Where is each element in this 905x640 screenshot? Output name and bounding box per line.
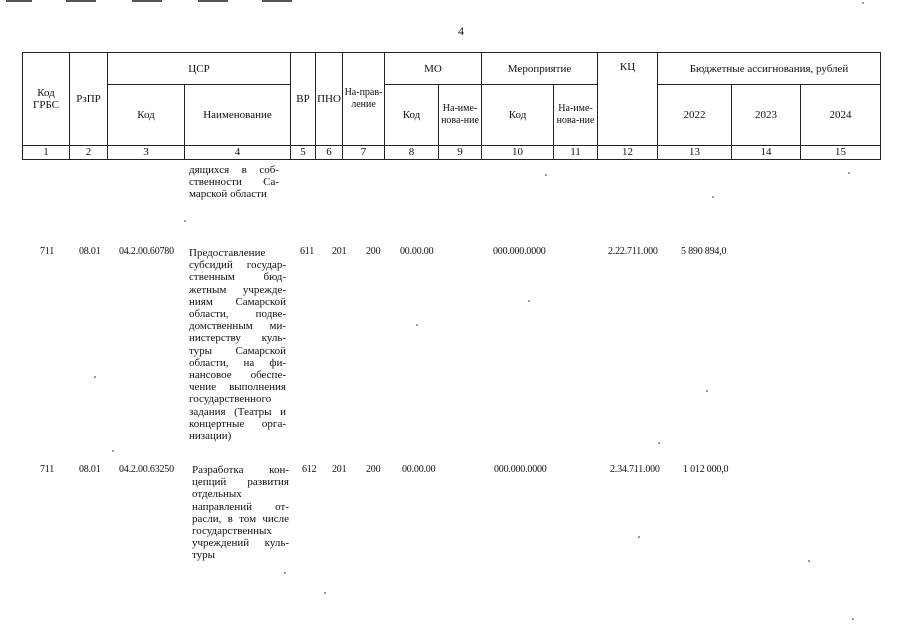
column-number: 4 xyxy=(185,146,291,160)
header-year-2023: 2023 xyxy=(732,85,801,146)
header-mo: МО xyxy=(385,53,482,85)
scan-speck xyxy=(184,220,186,222)
page-number: 4 xyxy=(458,24,464,38)
header-csr-name: Наименование xyxy=(185,85,291,146)
cell-grbs: 711 xyxy=(40,464,55,475)
header-budget: Бюджетные ассигнования, рублей xyxy=(658,53,881,85)
cell-csr-kod: 04.2.00.60780 xyxy=(119,246,174,257)
column-number: 7 xyxy=(343,146,385,160)
continuation-name-text: дящихся в соб-ственности Са-марской области xyxy=(189,164,279,201)
column-number: 5 xyxy=(291,146,316,160)
header-csr-kod: Код xyxy=(108,85,185,146)
scan-speck xyxy=(706,390,708,392)
column-number: 8 xyxy=(385,146,439,160)
header-csr: ЦСР xyxy=(108,53,291,85)
scan-speck xyxy=(324,592,326,594)
header-year-2024: 2024 xyxy=(801,85,881,146)
header-mo-kod: Код xyxy=(385,85,439,146)
cell-mer-kod: 000.000.0000 xyxy=(493,246,546,257)
header-mer-name: На-име-нова-ние xyxy=(554,85,598,146)
column-number: 11 xyxy=(554,146,598,160)
scan-edge-mark xyxy=(198,0,228,2)
column-number: 9 xyxy=(439,146,482,160)
scan-edge-mark xyxy=(6,0,32,2)
header-meropriyatie: Мероприятие xyxy=(482,53,598,85)
cell-kc: 2.34.711.000 xyxy=(610,464,660,475)
column-number: 13 xyxy=(658,146,732,160)
cell-pno: 201 xyxy=(332,246,347,257)
column-number: 12 xyxy=(598,146,658,160)
header-vr: ВР xyxy=(291,53,316,146)
cell-csr-kod: 04.2.00.63250 xyxy=(119,464,174,475)
cell-kc: 2.22.711.000 xyxy=(608,246,658,257)
column-number: 10 xyxy=(482,146,554,160)
column-number: 14 xyxy=(732,146,801,160)
header-mer-kod: Код xyxy=(482,85,554,146)
header-kod-grbs: Код ГРБС xyxy=(23,53,70,146)
cell-vr: 611 xyxy=(300,246,315,257)
column-number: 3 xyxy=(108,146,185,160)
scan-speck xyxy=(528,300,530,302)
scan-speck xyxy=(862,2,864,4)
cell-rzpr: 08.01 xyxy=(79,464,101,475)
header-rzpr: РзПР xyxy=(70,53,108,146)
scan-speck xyxy=(112,450,114,452)
scan-speck xyxy=(416,324,418,326)
cell-mo-kod: 00.00.00 xyxy=(402,464,436,475)
scan-speck xyxy=(852,618,854,620)
scan-edge-mark xyxy=(262,0,292,2)
scan-speck xyxy=(94,376,96,378)
scan-speck xyxy=(658,442,660,444)
cell-name: Предоставление субсидий государ-ственным бюд-жетным учрежде-ниям Самарской области, подве-домственным ми-нистерству куль-туры Самарской области, на фи-нансовое обеспе-чение выполнения государственного задания (Театры и концертные орга-низации) xyxy=(189,247,286,443)
header-kc: КЦ xyxy=(598,53,658,146)
header-year-2022: 2022 xyxy=(658,85,732,146)
column-number: 2 xyxy=(70,146,108,160)
cell-2022: 1 012 000,0 xyxy=(683,464,729,475)
scan-speck xyxy=(638,536,640,538)
budget-table xyxy=(22,52,881,160)
cell-vr: 612 xyxy=(302,464,317,475)
scan-speck xyxy=(808,560,810,562)
column-number: 1 xyxy=(23,146,70,160)
scan-speck xyxy=(848,172,850,174)
cell-pno: 201 xyxy=(332,464,347,475)
header-napravlenie: На-прав-ление xyxy=(343,53,385,146)
cell-rzpr: 08.01 xyxy=(79,246,101,257)
header-pno: ПНО xyxy=(316,53,343,146)
header-mo-name: На-име-нова-ние xyxy=(439,85,482,146)
cell-mo-kod: 00.00.00 xyxy=(400,246,434,257)
scan-speck xyxy=(284,572,286,574)
column-number: 15 xyxy=(801,146,881,160)
cell-name: Разработка кон-цепций развития отдельных направлений от-расли, в том числе государственных учреждений куль-туры xyxy=(192,464,289,562)
scan-speck xyxy=(712,196,714,198)
cell-grbs: 711 xyxy=(40,246,55,257)
scan-speck xyxy=(545,174,547,176)
column-number: 6 xyxy=(316,146,343,160)
scan-edge-mark xyxy=(66,0,96,2)
cell-mer-kod: 000.000.0000 xyxy=(494,464,547,475)
cell-2022: 5 890 894,0 xyxy=(681,246,727,257)
cell-napravlenie: 200 xyxy=(366,246,381,257)
scan-edge-mark xyxy=(132,0,162,2)
cell-napravlenie: 200 xyxy=(366,464,381,475)
column-number-row xyxy=(23,146,881,160)
